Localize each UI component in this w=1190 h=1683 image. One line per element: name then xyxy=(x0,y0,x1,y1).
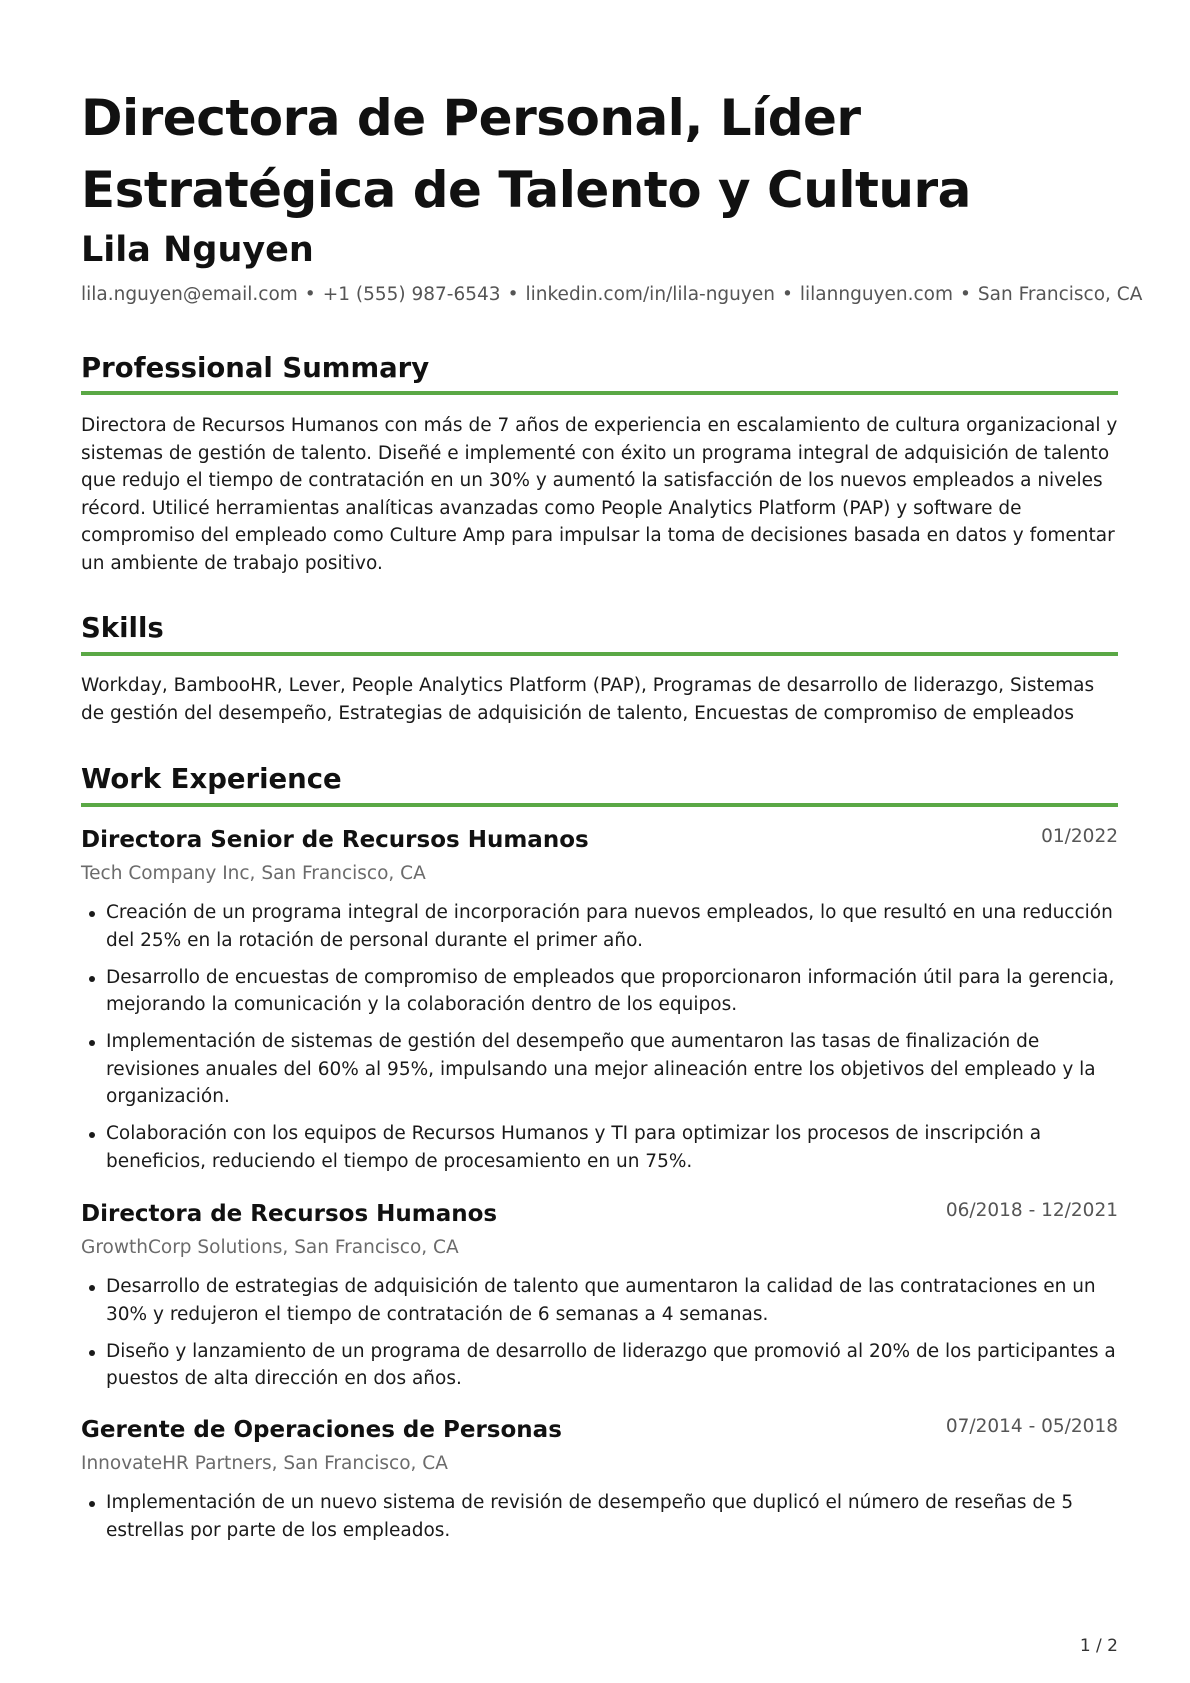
contact-email: lila.nguyen@email.com xyxy=(81,284,298,305)
list-item xyxy=(81,1028,1118,1111)
resume-title: Directora de Personal, Líder Estratégica de Talento y Cultura xyxy=(81,89,971,219)
bullet-icon xyxy=(89,1040,95,1046)
job-date: 06/2018 - 12/2021 xyxy=(945,1200,1118,1221)
contact-location: San Francisco, CA xyxy=(977,284,1143,305)
section-heading-experience: Work Experience xyxy=(81,763,342,795)
contact-line xyxy=(81,282,1143,308)
bullet-text: Diseño y lanzamiento de un programa de desarrollo de liderazgo que promovió al 20% de los participantes a puestos de alta dirección en dos años. xyxy=(106,1340,1116,1389)
list-item xyxy=(81,1120,1118,1175)
list-item xyxy=(81,964,1118,1019)
job-company: InnovateHR Partners, San Francisco, CA xyxy=(81,1453,448,1474)
bullet-text: Implementación de sistemas de gestión del desempeño que aumentaron las tasas de finalización de revisiones anuales del 60% al 95%, impulsando una mejor alineación entre los objetivos del empleado y la organización. xyxy=(106,1031,1096,1107)
bullet-text: Creación de un programa integral de incorporación para nuevos empleados, lo que resultó en una reducción del 25% en la rotación de personal durante el primer año. xyxy=(106,902,1113,951)
bullet-icon xyxy=(89,976,95,982)
job-bullets xyxy=(81,1489,1118,1554)
contact-separator: • xyxy=(304,284,316,305)
job-bullets xyxy=(81,1273,1118,1402)
bullet-text: Desarrollo de estrategias de adquisición de talento que aumentaron la calidad de las contrataciones en un 30% y redujeron el tiempo de contratación de 6 semanas a 4 semanas. xyxy=(106,1276,1096,1325)
contact-separator: • xyxy=(507,284,519,305)
section-divider xyxy=(81,391,1118,395)
job-company: Tech Company Inc, San Francisco, CA xyxy=(81,863,426,884)
job-title: Directora de Recursos Humanos xyxy=(81,1201,498,1227)
bullet-text: Implementación de un nuevo sistema de revisión de desempeño que duplicó el número de reseñas de 5 estrellas por parte de los empleados. xyxy=(106,1492,1074,1541)
skills-text: Workday, BambooHR, Lever, People Analytics Platform (PAP), Programas de desarrollo de liderazgo, Sistemas de gestión del desempeño, Estrategias de adquisición de talento, Encuestas de compromiso de empleados xyxy=(81,675,1095,724)
section-heading-skills: Skills xyxy=(81,612,164,644)
contact-separator: • xyxy=(960,284,971,305)
section-heading-summary: Professional Summary xyxy=(81,352,430,384)
contact-phone: +1 (555) 987-6543 xyxy=(322,284,501,305)
bullet-icon xyxy=(89,911,95,917)
job-date: 01/2022 xyxy=(1041,826,1118,847)
section-divider xyxy=(81,652,1118,656)
contact-separator: • xyxy=(781,284,793,305)
job-date: 07/2014 - 05/2018 xyxy=(945,1416,1118,1437)
bullet-icon xyxy=(89,1350,95,1356)
list-item xyxy=(81,1338,1118,1393)
contact-linkedin: linkedin.com/in/lila-nguyen xyxy=(525,284,775,305)
candidate-name: Lila Nguyen xyxy=(81,230,314,270)
bullet-text: Colaboración con los equipos de Recursos Humanos y TI para optimizar los procesos de inscripción a beneficios, reduciendo el tiempo de procesamiento en un 75%. xyxy=(106,1123,1042,1172)
contact-website: lilannguyen.com xyxy=(799,284,953,305)
list-item xyxy=(81,899,1118,954)
job-title: Gerente de Operaciones de Personas xyxy=(81,1417,562,1443)
job-bullets xyxy=(81,899,1118,1185)
bullet-icon xyxy=(89,1501,95,1507)
list-item xyxy=(81,1489,1118,1544)
bullet-text: Desarrollo de encuestas de compromiso de empleados que proporcionaron información útil para la gerencia, mejorando la comunicación y la colaboración dentro de los equipos. xyxy=(106,966,1115,1015)
job-title: Directora Senior de Recursos Humanos xyxy=(81,827,589,853)
page-number: 1 / 2 xyxy=(1079,1636,1118,1656)
bullet-icon xyxy=(89,1132,95,1138)
list-item xyxy=(81,1273,1118,1328)
summary-text: Directora de Recursos Humanos con más de 7 años de experiencia en escalamiento de cultura organizacional y sistemas de gestión de talento. Diseñé e implementé con éxito un programa integral de adquisición de talento que redujo el tiempo de contratación en un 30% y aumentó la satisfacción de los nuevos empleados a niveles récord. Utilicé herramientas analíticas avanzadas como People Analytics Platform (PAP) y software de compromiso del empleado como Culture Amp para impulsar la toma de decisiones basada en datos y fomentar un ambiente de trabajo positivo. xyxy=(81,415,1118,574)
job-company: GrowthCorp Solutions, San Francisco, CA xyxy=(81,1237,459,1258)
bullet-icon xyxy=(89,1285,95,1291)
section-divider xyxy=(81,803,1118,807)
